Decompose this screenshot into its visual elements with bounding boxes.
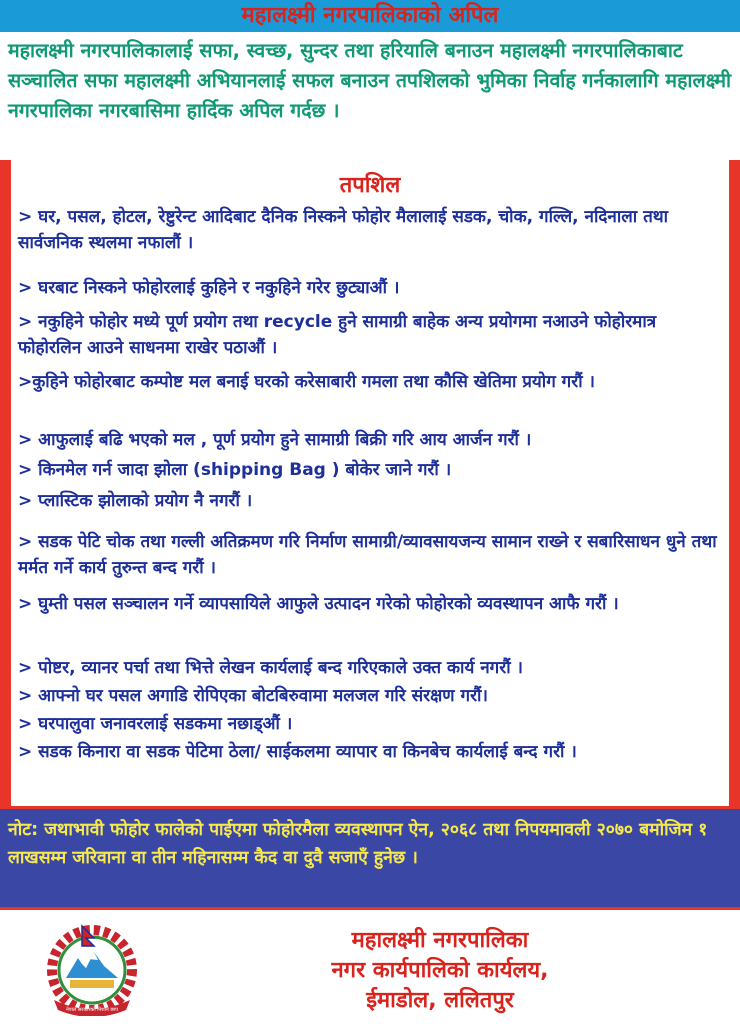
appeal-paragraph: महालक्ष्मी नगरपालिकालाई सफा, स्वच्छ, सुन्दर तथा हरियालि बनाउन महालक्ष्मी नगरपालिकाबाट सञ्चालित सफा महालक्ष्मी अभियानलाई सफल बनाउन तपशिलको भुमिका निर्वाह गर्नकालागि महालक्ष्मी नगरपालिका नगरबासिमा हार्दिक अपिल गर्दछ । (8, 39, 732, 122)
list-item: > घरबाट निस्कने फोहोरलाई कुहिने र नकुहिने गरेर छुट्याऔं । (18, 278, 400, 298)
details-panel (11, 160, 729, 806)
list-item: > घर, पसल, होटल, रेष्टुरेन्ट आदिबाट दैनिक निस्कने फोहोर मैलालाई सडक, चोक, गल्लि, नदिनाला तथा सार्वजनिक स्थलमा नफालौं । (18, 207, 669, 253)
details-heading: तपशिल (339, 173, 401, 198)
list-item: > आफुलाई बढि भएको मल , पूर्ण प्रयोग हुने सामाग्री बिक्री गरि आय आर्जन गरौं । (18, 430, 532, 450)
office-department: नगर कार्यपालिको कार्यलय, (331, 958, 549, 983)
list-item: > नकुहिने फोहोर मध्ये पूर्ण प्रयोग तथा recycle हुने सामाग्री बाहेक अन्य प्रयोगमा नआउने फोहोरमात्र फोहोरलिन आउने साधनमा राखेर पठाऔं । (18, 312, 657, 358)
list-item: > किनमेल गर्न जादा झोला (shipping Bag ) बोकेर जाने गरौं । (18, 460, 452, 480)
note-text: नोट: जथाभावी फोहोर फालेको पाईएमा फोहोरमैला व्यवस्थापन ऐन, २०६८ तथा निपयमावली २०७० बमोजिम १ लाखसम्म जरिवाना वा तीन महिनासम्म कैद वा दुवै सजाएँ हुनेछ । (8, 820, 708, 868)
svg-text:नेपाल सरकारको निशान छाप: नेपाल सरकारको निशान छाप (66, 1007, 118, 1013)
office-location: ईमाडोल, ललितपुर (366, 988, 514, 1013)
list-item: > सडक किनारा वा सडक पेटिमा ठेला/ साईकलमा व्यापार वा किनबेच कार्यलाई बन्द गरौं । (18, 742, 577, 762)
list-item: > घुम्ती पसल सञ्चालन गर्ने व्यापसायिले आफुले उत्पादन गरेको फोहोरको व्यवस्थापन आफै गरौं । (18, 594, 619, 614)
office-name: महालक्ष्मी नगरपालिका (351, 928, 529, 953)
list-item: > आफ्नो घर पसल अगाडि रोपिएका बोटबिरुवामा मलजल गरि संरक्षण गरौं। (18, 686, 488, 706)
list-item: >कुहिने फोहोरबाट कम्पोष्ट मल बनाई घरको करेसाबारी गमला तथा कौसि खेतिमा प्रयोग गरौं । (18, 372, 595, 392)
page-title: महालक्ष्मी नगरपालिकाको अपिल (241, 3, 499, 28)
list-item: > प्लास्टिक झोलाको प्रयोग नै नगरौं । (18, 491, 253, 511)
left-red-border (0, 160, 11, 806)
right-red-border (729, 160, 740, 806)
nepal-emblem-icon (36, 920, 148, 1016)
list-item: > पोष्टर, व्यानर पर्चा तथा भित्ते लेखन कार्यलाई बन्द गरिएकाले उक्त कार्य नगरौं । (18, 658, 523, 678)
list-item: > सडक पेटि चोक तथा गल्ली अतिक्रमण गरि निर्माण सामाग्री/व्यावसायजन्य सामान राख्ने र सबारिसाधन धुने तथा मर्मत गर्ने कार्य तुरुन्त बन्द गरौं । (18, 532, 717, 578)
list-item: > घरपालुवा जनावरलाई सडकमा नछाड्औं । (18, 714, 293, 734)
